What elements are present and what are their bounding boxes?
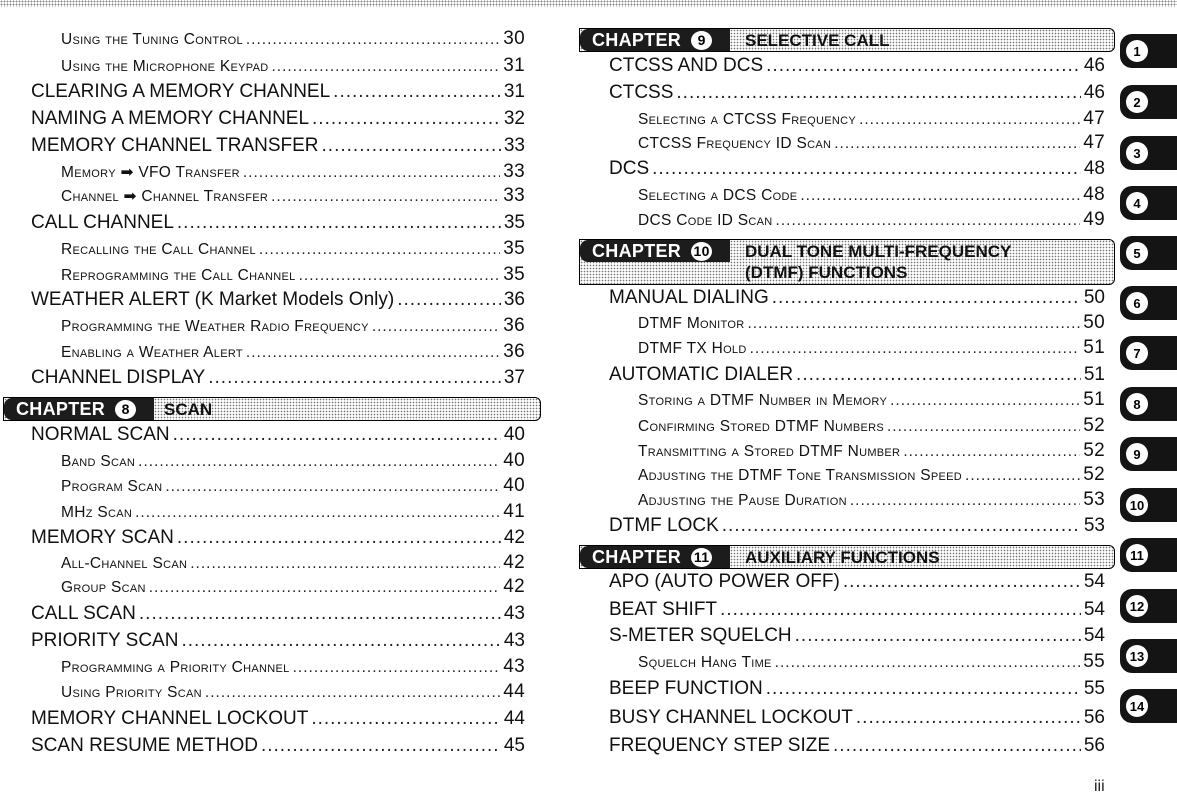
toc-entry-page: 48 [1083,184,1105,205]
chapter-tab-number: 5 [1126,242,1148,264]
toc-entry-page: 30 [503,28,525,49]
dot-leader [243,164,500,182]
toc-entry[interactable] [638,489,1105,511]
dot-leader [796,364,1081,386]
toc-entry[interactable] [609,364,1105,386]
toc-entry-page: 42 [503,576,525,597]
toc-entry-title: Memory ➡ VFO Transfer [61,164,240,181]
toc-entry[interactable] [638,312,1105,334]
dot-leader [205,684,500,702]
toc-entry[interactable] [609,571,1105,593]
toc-entry-page: 40 [503,450,525,471]
chapter-title: SCAN [164,400,213,419]
toc-entry-page: 51 [1083,389,1105,410]
toc-entry-title: Using Priority Scan [61,684,202,701]
dot-leader [965,467,1080,485]
dot-leader [833,735,1081,757]
toc-entry-title: CTCSS AND DCS [609,55,764,76]
dot-leader [139,603,501,625]
dot-leader [795,625,1081,647]
dot-leader [271,58,500,76]
toc-entry-title: Selecting a DCS Code [638,187,798,204]
chapter-tab-12[interactable] [1120,589,1177,623]
toc-entry-title: Enabling a Weather Alert [61,344,243,361]
chapter-tab-number: 1 [1126,40,1148,62]
chapter-10-header [579,239,1115,285]
chapter-title-line2: (DTMF) FUNCTIONS [745,263,908,282]
toc-entry-title: Channel ➡ Channel Transfer [61,188,269,205]
toc-entry-title: Program Scan [61,478,163,495]
toc-entry-page: 44 [503,708,525,729]
toc-entry[interactable] [609,625,1105,647]
dot-leader [135,504,500,522]
chapter-tab-number: 9 [1126,443,1148,465]
dot-leader [311,708,501,730]
dot-leader [138,453,500,471]
toc-entry-page: 51 [1083,364,1105,385]
chapter-number: 11 [691,548,712,567]
toc-entry-page: 47 [1083,108,1105,129]
toc-entry-page: 54 [1083,599,1105,620]
toc-entry-title: MEMORY CHANNEL LOCKOUT [31,708,309,729]
dot-leader [177,527,501,549]
toc-entry[interactable] [31,603,525,625]
dot-leader [843,571,1081,593]
chapter-tab-2[interactable] [1120,85,1177,119]
toc-entry-page: 36 [503,341,525,362]
dot-leader [720,599,1081,621]
toc-entry[interactable] [609,55,1105,77]
toc-entry-title: FREQUENCY STEP SIZE [609,735,831,756]
toc-entry-page: 55 [1083,678,1105,699]
toc-entry[interactable] [61,264,525,286]
toc-entry-title: MEMORY SCAN [31,527,174,548]
toc-entry-page: 53 [1083,489,1105,510]
dot-leader [676,82,1080,104]
dot-leader [149,579,501,597]
chapter-tab-number: 4 [1126,192,1148,214]
toc-entry-title: SCAN RESUME METHOD [31,735,258,756]
toc-entry-title: NORMAL SCAN [31,424,170,445]
toc-entry-title: NAMING A MEMORY CHANNEL [31,108,310,129]
toc-entry-title: Storing a DTMF Number in Memory [638,392,888,409]
toc-entry[interactable] [61,341,525,363]
toc-entry-page: 31 [503,55,525,76]
toc-entry-title: AUTOMATIC DIALER [609,364,794,385]
chapter-label: CHAPTER [592,29,682,50]
toc-entry-page: 42 [503,552,525,573]
dot-leader [397,289,501,311]
toc-entry-title: CLEARING A MEMORY CHANNEL [31,81,331,102]
dot-leader [652,158,1081,180]
toc-entry-title: S-METER SQUELCH [609,625,792,646]
chapter-tab-6[interactable] [1120,286,1177,320]
toc-entry[interactable] [638,464,1105,486]
toc-entry-page: 46 [1083,82,1105,103]
dot-leader [859,111,1080,129]
chapter-tab-4[interactable] [1120,186,1177,220]
toc-entry-page: 48 [1083,158,1105,179]
dot-leader [372,318,500,336]
toc-entry[interactable] [61,501,525,523]
toc-entry[interactable] [609,707,1105,729]
toc-entry-page: 35 [503,238,525,259]
chapter-label: CHAPTER [16,398,106,419]
toc-entry[interactable] [61,576,525,598]
toc-entry[interactable] [31,367,525,389]
toc-entry[interactable] [61,475,525,497]
page-number: iii [1094,778,1105,795]
toc-entry[interactable] [609,158,1105,180]
toc-entry-page: 33 [503,185,525,206]
toc-entry-page: 55 [1083,651,1105,672]
dot-leader [903,443,1080,461]
toc-entry-title: DTMF Monitor [638,315,745,332]
chapter-title: SELECTIVE CALL [745,31,890,50]
dot-leader [800,187,1080,205]
toc-entry[interactable] [31,135,525,157]
dot-leader [190,555,500,573]
toc-entry-page: 33 [503,161,525,182]
toc-entry-title: APO (AUTO POWER OFF) [609,571,840,592]
chapter-tab-number: 12 [1126,595,1148,617]
dot-leader [722,515,1081,537]
toc-entry-page: 33 [503,135,525,156]
toc-entry[interactable] [638,651,1105,673]
toc-entry-title: Using the Microphone Keypad [61,58,269,75]
toc-entry-page: 40 [503,424,525,445]
dot-leader [246,344,500,362]
dot-leader [181,630,500,652]
toc-entry-page: 45 [503,735,525,756]
toc-entry-title: MEMORY CHANNEL TRANSFER [31,135,319,156]
toc-entry[interactable] [61,552,525,574]
toc-entry-page: 35 [503,212,525,233]
toc-entry-title: Transmitting a Stored DTMF Number [638,443,901,460]
toc-entry-page: 46 [1083,55,1105,76]
toc-entry-title: Group Scan [61,579,146,596]
toc-entry-page: 54 [1083,571,1105,592]
toc-entry-page: 36 [503,289,525,310]
toc-entry[interactable] [638,337,1105,359]
toc-entry-page: 37 [503,367,525,388]
toc-entry-title: MHz Scan [61,504,133,521]
toc-entry-page: 36 [503,315,525,336]
toc-entry-title: Recalling the Call Channel [61,241,256,258]
toc-entry-title: DCS Code ID Scan [638,212,773,229]
dot-leader [747,315,1080,333]
toc-entry[interactable] [609,599,1105,621]
dot-leader [890,392,1080,410]
toc-entry-page: 49 [1083,209,1105,230]
toc-entry-page: 47 [1083,132,1105,153]
toc-entry-page: 35 [503,264,525,285]
toc-entry-page: 42 [503,527,525,548]
toc-entry[interactable] [609,82,1105,104]
dot-leader [850,492,1080,510]
toc-entry-page: 54 [1083,625,1105,646]
toc-entry[interactable] [638,108,1105,130]
chapter-8-header [3,397,541,421]
chapter-tab-number: 8 [1126,393,1148,415]
toc-entry-title: DTMF LOCK [609,515,719,536]
toc-entry-title: Confirming Stored DTMF Numbers [638,418,884,435]
toc-entry-title: CALL SCAN [31,603,136,624]
chapter-tab-9[interactable] [1120,437,1177,471]
toc-entry-title: BUSY CHANNEL LOCKOUT [609,707,853,728]
chapter-number: 10 [691,242,712,261]
chapter-tab-7[interactable] [1120,336,1177,370]
toc-entry[interactable] [61,315,525,337]
chapter-title: AUXILIARY FUNCTIONS [745,548,940,567]
dot-leader [208,367,501,389]
chapter-tab-number: 14 [1126,695,1148,717]
toc-entry-title: Adjusting the DTMF Tone Transmission Speed [638,467,963,484]
toc-entry-title: DTMF TX Hold [638,340,747,357]
toc-entry-title: CALL CHANNEL [31,212,174,233]
toc-entry[interactable] [31,212,525,234]
toc-entry-title: Adjusting the Pause Duration [638,492,847,509]
toc-entry-page: 56 [1083,735,1105,756]
toc-entry-page: 50 [1083,312,1105,333]
dot-leader [887,418,1080,436]
dot-leader [312,108,501,130]
toc-entry[interactable] [61,238,525,260]
toc-entry-title: Selecting a CTCSS Frequency [638,111,857,128]
toc-entry-title: CHANNEL DISPLAY [31,367,206,388]
dot-leader [299,267,501,285]
toc-entry[interactable] [609,515,1105,537]
toc-entry[interactable] [61,161,525,183]
dot-leader [259,241,500,259]
toc-entry-page: 43 [503,656,525,677]
toc-entry[interactable] [61,185,525,207]
toc-entry-title: BEAT SHIFT [609,599,718,620]
chapter-tab-14[interactable] [1120,689,1177,723]
dot-leader [333,81,501,103]
toc-entry-page: 43 [503,603,525,624]
dot-leader [322,135,501,157]
dot-leader [834,135,1080,153]
toc-entry[interactable] [31,708,525,730]
toc-entry-page: 40 [503,475,525,496]
chapter-tab-13[interactable] [1120,639,1177,673]
toc-entry[interactable] [638,415,1105,437]
chapter-tab-number: 13 [1126,645,1148,667]
dot-leader [177,212,501,234]
toc-entry-page: 56 [1083,707,1105,728]
toc-entry[interactable] [31,735,525,757]
toc-entry-title: All-Channel Scan [61,555,188,572]
dot-leader [775,654,1081,672]
chapter-label: CHAPTER [592,240,682,261]
toc-entry[interactable] [31,630,525,652]
chapter-tab-3[interactable] [1120,136,1177,170]
dot-leader [776,212,1081,230]
toc-entry[interactable] [61,656,525,678]
toc-entry-title: Using the Tuning Control [61,31,243,48]
dot-leader [293,659,501,677]
toc-entry-title: BEEP FUNCTION [609,678,763,699]
toc-entry[interactable] [609,287,1105,309]
toc-entry-title: Reprogramming the Call Channel [61,267,296,284]
toc-entry[interactable] [31,81,525,103]
toc-entry-title: CTCSS [609,82,674,103]
toc-entry-title: DCS [609,158,650,179]
chapter-tab-1[interactable] [1120,34,1177,68]
chapter-tab-number: 7 [1126,342,1148,364]
toc-entry-page: 50 [1083,287,1105,308]
toc-entry-page: 44 [503,681,525,702]
toc-entry[interactable] [61,681,525,703]
toc-entry-page: 31 [503,81,525,102]
toc-entry[interactable] [61,28,525,50]
toc-entry-page: 52 [1083,464,1105,485]
toc-entry-page: 43 [503,630,525,651]
toc-entry-title: Band Scan [61,453,136,470]
dot-leader [261,735,501,757]
chapter-title-line1: DUAL TONE MULTI-FREQUENCY [745,242,1012,261]
dot-leader [766,678,1081,700]
toc-entry-page: 51 [1083,337,1105,358]
chapter-tab-8[interactable] [1120,387,1177,421]
chapter-tab-11[interactable] [1120,538,1177,572]
dot-leader [165,478,500,496]
toc-entry-title: MANUAL DIALING [609,287,769,308]
top-dotted-border [0,0,1177,7]
dot-leader [772,287,1081,309]
chapter-11-header [579,545,1115,569]
toc-entry[interactable] [638,440,1105,462]
toc-entry[interactable] [638,209,1105,231]
toc-entry[interactable] [609,735,1105,757]
toc-entry-title: Squelch Hang Time [638,654,772,671]
toc-entry-page: 32 [503,108,525,129]
chapter-label: CHAPTER [592,546,682,567]
dot-leader [856,707,1081,729]
chapter-tab-number: 2 [1126,91,1148,113]
dot-leader [173,424,501,446]
chapter-tab-5[interactable] [1120,236,1177,270]
toc-entry[interactable] [638,184,1105,206]
dot-leader [271,188,500,206]
toc-entry[interactable] [31,527,525,549]
toc-entry[interactable] [609,678,1105,700]
toc-entry-title: PRIORITY SCAN [31,630,179,651]
toc-entry[interactable] [31,289,525,311]
toc-entry[interactable] [638,132,1105,154]
chapter-number: 8 [115,400,136,419]
toc-entry[interactable] [61,55,525,77]
chapter-number: 9 [691,31,712,50]
chapter-tab-10[interactable] [1120,488,1177,522]
toc-entry-title: Programming a Priority Channel [61,659,290,676]
chapter-tab-number: 6 [1126,292,1148,314]
dot-leader [246,31,500,49]
toc-entry[interactable] [61,450,525,472]
dot-leader [766,55,1081,77]
toc-entry-title: WEATHER ALERT (K Market Models Only) [31,289,395,310]
chapter-tab-number: 10 [1126,494,1148,516]
toc-entry-page: 52 [1083,440,1105,461]
toc-entry-page: 41 [503,501,525,522]
dot-leader [750,340,1081,358]
toc-entry-title: Programming the Weather Radio Frequency [61,318,369,335]
chapter-tab-number: 3 [1126,142,1148,164]
toc-entry-page: 52 [1083,415,1105,436]
chapter-tab-number: 11 [1126,544,1148,566]
toc-entry-title: CTCSS Frequency ID Scan [638,135,832,152]
toc-entry[interactable] [31,108,525,130]
toc-entry[interactable] [638,389,1105,411]
toc-entry[interactable] [31,424,525,446]
toc-entry-page: 53 [1083,515,1105,536]
chapter-9-header [579,28,1115,52]
